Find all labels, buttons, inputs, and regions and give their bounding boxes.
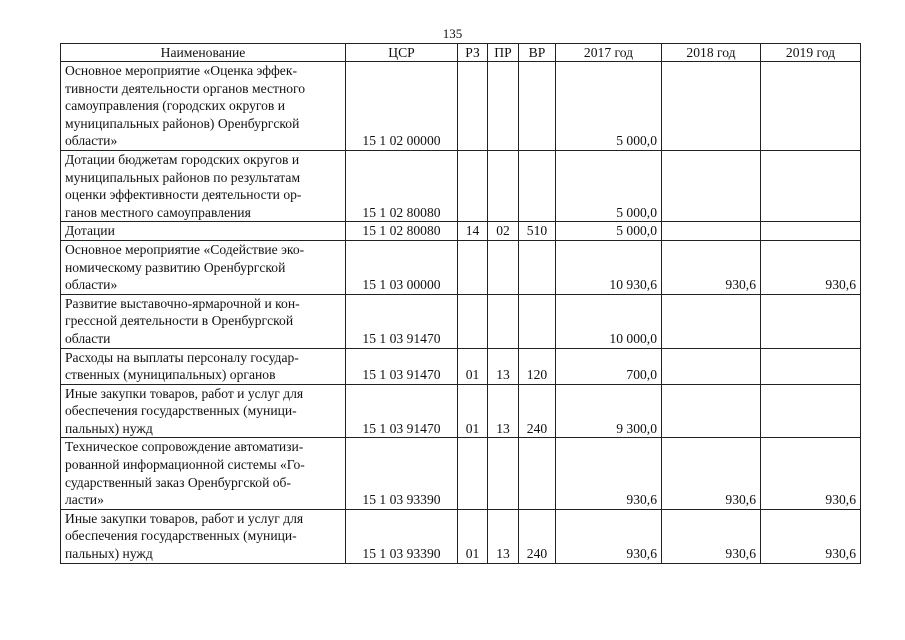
row-rz — [458, 150, 488, 221]
row-rz: 01 — [458, 384, 488, 438]
row-name-line: рованной информационной системы «Го- — [65, 457, 305, 473]
header-2019: 2019 год — [761, 44, 861, 62]
row-name-line: муниципальных районов) Оренбургской — [65, 115, 300, 131]
row-name-line: сударственный заказ Оренбургской об- — [65, 474, 291, 490]
row-year-2018 — [662, 348, 761, 384]
row-year-2018: 930,6 — [662, 240, 761, 294]
row-rz: 01 — [458, 348, 488, 384]
row-name-line: Расходы на выплаты персоналу государ- — [65, 349, 299, 365]
row-year-2018 — [662, 384, 761, 438]
header-2017: 2017 год — [556, 44, 662, 62]
row-name — [61, 222, 346, 241]
table-row — [61, 240, 861, 294]
row-year-2019 — [761, 294, 861, 348]
row-pr — [488, 62, 519, 151]
header-csr: ЦСР — [346, 44, 458, 62]
row-year-2019 — [761, 384, 861, 438]
row-year-2019 — [761, 348, 861, 384]
row-name — [61, 240, 346, 294]
header-vr: ВР — [519, 44, 556, 62]
row-csr: 15 1 03 91470 — [346, 384, 458, 438]
row-vr: 240 — [519, 384, 556, 438]
row-name-line: области» — [65, 133, 118, 149]
row-year-2018 — [662, 222, 761, 241]
row-year-2019: 930,6 — [761, 240, 861, 294]
row-name-line: ственных (муниципальных) органов — [65, 367, 276, 383]
row-name-line: Развитие выставочно-ярмарочной и кон- — [65, 295, 300, 311]
row-rz — [458, 438, 488, 509]
row-name-line: обеспечения государственных (муници- — [65, 403, 297, 419]
row-year-2019 — [761, 62, 861, 151]
row-csr: 15 1 02 00000 — [346, 62, 458, 151]
row-vr — [519, 438, 556, 509]
row-year-2019 — [761, 150, 861, 221]
row-csr: 15 1 03 00000 — [346, 240, 458, 294]
row-year-2019 — [761, 222, 861, 241]
budget-table — [60, 43, 861, 564]
row-vr — [519, 62, 556, 151]
row-year-2017: 10 930,6 — [556, 240, 662, 294]
row-pr: 02 — [488, 222, 519, 241]
row-rz — [458, 240, 488, 294]
row-name-line: тивности деятельности органов местного — [65, 80, 306, 96]
header-pr: ПР — [488, 44, 519, 62]
table-row — [61, 509, 861, 563]
row-rz: 01 — [458, 509, 488, 563]
row-csr: 15 1 02 80080 — [346, 150, 458, 221]
row-pr: 13 — [488, 384, 519, 438]
row-year-2018 — [662, 294, 761, 348]
row-pr — [488, 438, 519, 509]
row-year-2017: 5 000,0 — [556, 62, 662, 151]
row-pr — [488, 150, 519, 221]
row-name-line: Иные закупки товаров, работ и услуг для — [65, 510, 304, 526]
row-name-line: Дотации бюджетам городских округов и — [65, 151, 300, 167]
table-row — [61, 348, 861, 384]
row-name-line: ганов местного самоуправления — [65, 204, 251, 220]
row-year-2018 — [662, 150, 761, 221]
header-2018: 2018 год — [662, 44, 761, 62]
row-name-line: Основное мероприятие «Оценка эффек- — [65, 63, 297, 78]
row-name-line: области — [65, 330, 111, 346]
row-name-line: самоуправления (городских округов и — [65, 98, 286, 114]
row-year-2019: 930,6 — [761, 438, 861, 509]
row-name-line: ласти» — [65, 492, 104, 508]
header-rz: РЗ — [458, 44, 488, 62]
row-vr: 510 — [519, 222, 556, 241]
row-rz — [458, 294, 488, 348]
row-csr: 15 1 02 80080 — [346, 222, 458, 241]
row-csr: 15 1 03 93390 — [346, 438, 458, 509]
row-year-2019: 930,6 — [761, 509, 861, 563]
row-rz — [458, 62, 488, 151]
table-row — [61, 294, 861, 348]
row-csr: 15 1 03 91470 — [346, 294, 458, 348]
row-vr — [519, 294, 556, 348]
row-year-2017: 930,6 — [556, 438, 662, 509]
table-header-row — [61, 44, 861, 62]
table-row — [61, 150, 861, 221]
row-year-2017: 700,0 — [556, 348, 662, 384]
row-year-2017: 930,6 — [556, 509, 662, 563]
row-name — [61, 348, 346, 384]
table-row — [61, 62, 861, 151]
row-vr — [519, 240, 556, 294]
row-vr: 240 — [519, 509, 556, 563]
row-year-2018: 930,6 — [662, 438, 761, 509]
row-name-line: оценки эффективности деятельности ор- — [65, 187, 302, 203]
row-year-2018: 930,6 — [662, 509, 761, 563]
row-name-line: Иные закупки товаров, работ и услуг для — [65, 385, 304, 401]
row-year-2017: 5 000,0 — [556, 222, 662, 241]
row-year-2018 — [662, 62, 761, 151]
row-vr: 120 — [519, 348, 556, 384]
row-pr — [488, 294, 519, 348]
row-name-line: муниципальных районов по результатам — [65, 169, 301, 185]
row-name-line: грессной деятельности в Оренбургской — [65, 313, 294, 329]
row-csr: 15 1 03 91470 — [346, 348, 458, 384]
row-vr — [519, 150, 556, 221]
row-name-line: Дотации — [65, 223, 115, 239]
header-name: Наименование — [61, 44, 346, 62]
row-name-line: пальных) нужд — [65, 420, 153, 436]
table-row — [61, 222, 861, 241]
table-row — [61, 384, 861, 438]
row-name-line: Основное мероприятие «Содействие эко- — [65, 241, 305, 257]
row-year-2017: 9 300,0 — [556, 384, 662, 438]
row-name-line: обеспечения государственных (муници- — [65, 528, 297, 544]
row-name — [61, 438, 346, 509]
row-pr: 13 — [488, 509, 519, 563]
row-name — [61, 384, 346, 438]
row-rz: 14 — [458, 222, 488, 241]
row-csr: 15 1 03 93390 — [346, 509, 458, 563]
row-name — [61, 294, 346, 348]
table-row — [61, 438, 861, 509]
row-name — [61, 62, 346, 151]
row-name — [61, 509, 346, 563]
page-number: 135 — [442, 26, 463, 41]
row-name-line: области» — [65, 277, 118, 293]
table-body — [61, 62, 861, 564]
row-year-2017: 5 000,0 — [556, 150, 662, 221]
row-pr: 13 — [488, 348, 519, 384]
row-name-line: Техническое сопровождение автоматизи- — [65, 439, 304, 455]
row-pr — [488, 240, 519, 294]
row-year-2017: 10 000,0 — [556, 294, 662, 348]
row-name — [61, 150, 346, 221]
row-name-line: пальных) нужд — [65, 546, 153, 562]
row-name-line: номическому развитию Оренбургской — [65, 259, 286, 275]
